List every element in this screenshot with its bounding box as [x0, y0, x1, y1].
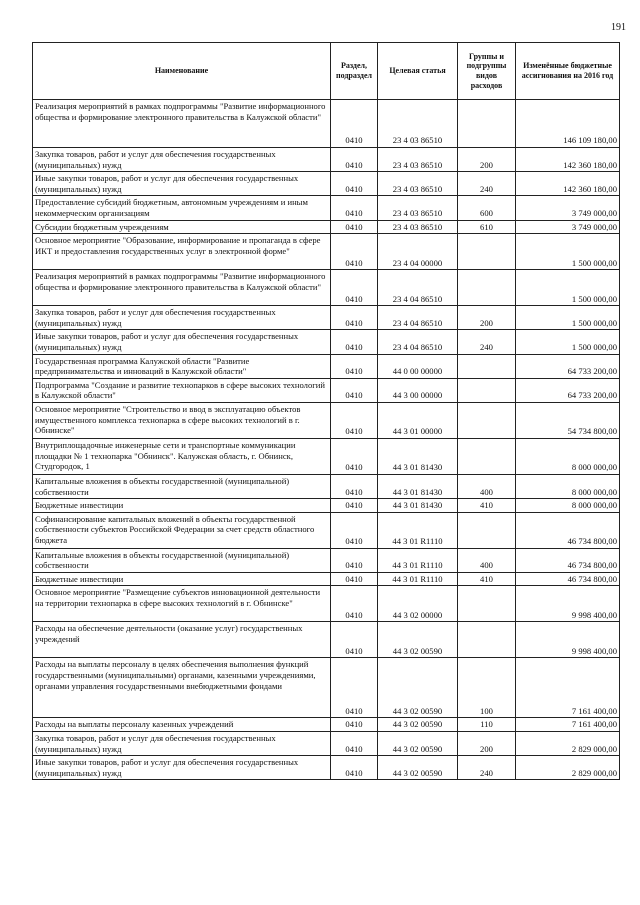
row-group-cell [458, 100, 516, 148]
row-name-cell: Бюджетные инвестиции [33, 499, 331, 513]
row-group-cell [458, 438, 516, 474]
row-section-cell: 0410 [331, 474, 378, 498]
row-group-cell: 240 [458, 172, 516, 196]
row-name-cell: Основное мероприятие "Образование, информирование и пропаганда в сфере ИКТ и предоставления государственных услуг в электронной форме" [33, 234, 331, 270]
row-amount-cell: 64 733 200,00 [516, 354, 620, 378]
row-section-cell: 0410 [331, 354, 378, 378]
table-row [33, 234, 620, 270]
row-name-cell: Предоставление субсидий бюджетным, автономным учреждениям и иным некоммерческим организациям [33, 196, 331, 220]
row-section-cell: 0410 [331, 512, 378, 548]
row-amount-cell: 8 000 000,00 [516, 499, 620, 513]
row-name-cell: Закупка товаров, работ и услуг для обеспечения государственных (муниципальных) нужд [33, 732, 331, 756]
header-target: Целевая статья [378, 43, 458, 100]
table-row [33, 438, 620, 474]
table-header-row [33, 43, 620, 100]
table-row [33, 622, 620, 658]
row-name-cell: Иные закупки товаров, работ и услуг для обеспечения государственных (муниципальных) нужд [33, 756, 331, 780]
row-amount-cell: 8 000 000,00 [516, 474, 620, 498]
table-row [33, 572, 620, 586]
row-group-cell: 240 [458, 330, 516, 354]
row-name-cell: Подпрограмма "Создание и развитие технопарков в сфере высоких технологий в Калужской области" [33, 378, 331, 402]
row-amount-cell: 2 829 000,00 [516, 756, 620, 780]
table-row [33, 548, 620, 572]
row-section-cell: 0410 [331, 330, 378, 354]
header-group: Группы и подгруппы видов расходов [458, 43, 516, 100]
row-amount-cell: 2 829 000,00 [516, 732, 620, 756]
row-target-cell: 44 3 01 00000 [378, 402, 458, 438]
row-amount-cell: 1 500 000,00 [516, 330, 620, 354]
row-name-cell: Внутриплощадочные инженерные сети и транспортные коммуникации площадки № 1 технопарка "Обнинск". Калужская область, г. Обнинск, Студгородок, 1 [33, 438, 331, 474]
row-target-cell: 44 3 01 81430 [378, 438, 458, 474]
row-section-cell: 0410 [331, 306, 378, 330]
table-row [33, 512, 620, 548]
row-name-cell: Закупка товаров, работ и услуг для обеспечения государственных (муниципальных) нужд [33, 148, 331, 172]
table-row [33, 402, 620, 438]
row-section-cell: 0410 [331, 196, 378, 220]
table-row [33, 270, 620, 306]
row-group-cell [458, 512, 516, 548]
row-group-cell [458, 586, 516, 622]
row-target-cell: 23 4 04 86510 [378, 306, 458, 330]
row-target-cell: 44 3 02 00590 [378, 622, 458, 658]
row-name-cell: Государственная программа Калужской области "Развитие предпринимательства и инноваций в Калужской области" [33, 354, 331, 378]
row-amount-cell: 46 734 800,00 [516, 512, 620, 548]
row-group-cell: 400 [458, 474, 516, 498]
row-name-cell: Расходы на обеспечение деятельности (оказание услуг) государственных учреждений [33, 622, 331, 658]
table-row [33, 378, 620, 402]
row-section-cell: 0410 [331, 402, 378, 438]
header-section: Раздел, подраздел [331, 43, 378, 100]
row-section-cell: 0410 [331, 756, 378, 780]
row-section-cell: 0410 [331, 378, 378, 402]
page-number: 191 [611, 22, 626, 33]
row-amount-cell: 146 109 180,00 [516, 100, 620, 148]
row-section-cell: 0410 [331, 586, 378, 622]
row-target-cell: 23 4 03 86510 [378, 196, 458, 220]
table-row [33, 306, 620, 330]
row-amount-cell: 46 734 800,00 [516, 572, 620, 586]
row-amount-cell: 142 360 180,00 [516, 148, 620, 172]
header-name: Наименование [33, 43, 331, 100]
row-amount-cell: 7 161 400,00 [516, 658, 620, 718]
row-name-cell: Субсидии бюджетным учреждениям [33, 220, 331, 234]
row-amount-cell: 7 161 400,00 [516, 718, 620, 732]
table-row [33, 756, 620, 780]
row-amount-cell: 1 500 000,00 [516, 306, 620, 330]
table-row [33, 196, 620, 220]
row-target-cell: 44 3 01 81430 [378, 474, 458, 498]
row-name-cell: Расходы на выплаты персоналу казенных учреждений [33, 718, 331, 732]
row-amount-cell: 9 998 400,00 [516, 586, 620, 622]
row-name-cell: Реализация мероприятий в рамках подпрограммы "Развитие информационного общества и формирование электронного правительства в Калужской области" [33, 100, 331, 148]
table-row [33, 148, 620, 172]
row-section-cell: 0410 [331, 220, 378, 234]
row-section-cell: 0410 [331, 438, 378, 474]
row-group-cell [458, 234, 516, 270]
row-target-cell: 44 3 01 R1110 [378, 512, 458, 548]
row-target-cell: 23 4 04 00000 [378, 234, 458, 270]
row-group-cell: 600 [458, 196, 516, 220]
row-amount-cell: 8 000 000,00 [516, 438, 620, 474]
row-group-cell: 610 [458, 220, 516, 234]
row-target-cell: 44 3 01 R1110 [378, 572, 458, 586]
row-name-cell: Иные закупки товаров, работ и услуг для обеспечения государственных (муниципальных) нужд [33, 172, 331, 196]
row-target-cell: 44 0 00 00000 [378, 354, 458, 378]
row-target-cell: 44 3 02 00000 [378, 586, 458, 622]
header-amount: Изменённые бюджетные ассигнования на 2016 год [516, 43, 620, 100]
row-section-cell: 0410 [331, 732, 378, 756]
row-name-cell: Реализация мероприятий в рамках подпрограммы "Развитие информационного общества и формирование электронного правительства в Калужской области" [33, 270, 331, 306]
row-amount-cell: 9 998 400,00 [516, 622, 620, 658]
row-group-cell: 110 [458, 718, 516, 732]
row-target-cell: 44 3 01 81430 [378, 499, 458, 513]
table-row [33, 220, 620, 234]
row-name-cell: Иные закупки товаров, работ и услуг для обеспечения государственных (муниципальных) нужд [33, 330, 331, 354]
row-target-cell: 44 3 02 00590 [378, 658, 458, 718]
row-name-cell: Закупка товаров, работ и услуг для обеспечения государственных (муниципальных) нужд [33, 306, 331, 330]
row-group-cell [458, 402, 516, 438]
row-amount-cell: 46 734 800,00 [516, 548, 620, 572]
row-amount-cell: 64 733 200,00 [516, 378, 620, 402]
row-group-cell: 200 [458, 732, 516, 756]
table-row [33, 330, 620, 354]
row-section-cell: 0410 [331, 100, 378, 148]
row-group-cell: 240 [458, 756, 516, 780]
table-row [33, 718, 620, 732]
row-name-cell: Основное мероприятие "Размещение субъектов инновационной деятельности на территории технопарка в сфере высоких технологий в г. Обнинске" [33, 586, 331, 622]
row-name-cell: Расходы на выплаты персоналу в целях обеспечения выполнения функций государственными (муниципальными) органами, казенными учреждениями, органами управления государственными внебюджетными фондами [33, 658, 331, 718]
row-group-cell [458, 354, 516, 378]
row-group-cell [458, 622, 516, 658]
table-row [33, 658, 620, 718]
row-section-cell: 0410 [331, 718, 378, 732]
row-amount-cell: 3 749 000,00 [516, 220, 620, 234]
table-row [33, 732, 620, 756]
row-section-cell: 0410 [331, 172, 378, 196]
table-row [33, 100, 620, 148]
table-row [33, 354, 620, 378]
row-section-cell: 0410 [331, 658, 378, 718]
row-target-cell: 23 4 03 86510 [378, 100, 458, 148]
table-row [33, 172, 620, 196]
row-amount-cell: 54 734 800,00 [516, 402, 620, 438]
row-target-cell: 23 4 04 86510 [378, 270, 458, 306]
row-name-cell: Основное мероприятие "Строительство и ввод в эксплуатацию объектов имущественного комплекса технопарка в сфере высоких технологий в г. Обнинске" [33, 402, 331, 438]
row-target-cell: 44 3 01 R1110 [378, 548, 458, 572]
row-group-cell: 200 [458, 148, 516, 172]
table-row [33, 474, 620, 498]
row-amount-cell: 3 749 000,00 [516, 196, 620, 220]
row-group-cell [458, 270, 516, 306]
row-group-cell: 410 [458, 499, 516, 513]
row-group-cell [458, 378, 516, 402]
row-section-cell: 0410 [331, 499, 378, 513]
row-amount-cell: 142 360 180,00 [516, 172, 620, 196]
row-target-cell: 44 3 02 00590 [378, 732, 458, 756]
row-section-cell: 0410 [331, 622, 378, 658]
row-section-cell: 0410 [331, 148, 378, 172]
row-group-cell: 200 [458, 306, 516, 330]
row-target-cell: 23 4 03 86510 [378, 172, 458, 196]
row-target-cell: 23 4 03 86510 [378, 148, 458, 172]
row-amount-cell: 1 500 000,00 [516, 234, 620, 270]
table-row [33, 499, 620, 513]
row-target-cell: 44 3 02 00590 [378, 718, 458, 732]
row-target-cell: 44 3 02 00590 [378, 756, 458, 780]
row-name-cell: Капитальные вложения в объекты государственной (муниципальной) собственности [33, 548, 331, 572]
row-group-cell: 400 [458, 548, 516, 572]
row-section-cell: 0410 [331, 572, 378, 586]
budget-table [32, 42, 620, 780]
row-name-cell: Софинансирование капитальных вложений в объекты государственной собственности субъектов Российской Федерации за счет средств областного бюджета [33, 512, 331, 548]
row-name-cell: Капитальные вложения в объекты государственной (муниципальной) собственности [33, 474, 331, 498]
row-amount-cell: 1 500 000,00 [516, 270, 620, 306]
row-target-cell: 23 4 04 86510 [378, 330, 458, 354]
row-target-cell: 23 4 03 86510 [378, 220, 458, 234]
row-group-cell: 410 [458, 572, 516, 586]
row-name-cell: Бюджетные инвестиции [33, 572, 331, 586]
table-row [33, 586, 620, 622]
row-target-cell: 44 3 00 00000 [378, 378, 458, 402]
row-section-cell: 0410 [331, 270, 378, 306]
row-section-cell: 0410 [331, 234, 378, 270]
row-section-cell: 0410 [331, 548, 378, 572]
row-group-cell: 100 [458, 658, 516, 718]
